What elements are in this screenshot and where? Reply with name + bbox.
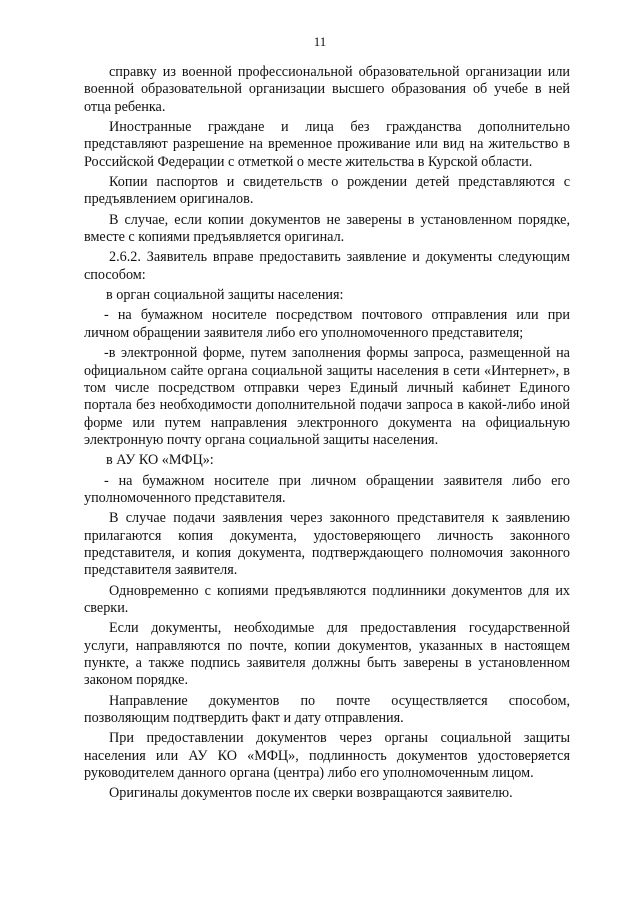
- paragraph-military-certificate: справку из военной профессиональной образовательной организации или военной образовательной организации высшего образования об учебе в ней отца ребенка.: [84, 64, 570, 115]
- paragraph-authenticity: При предоставлении документов через органы социальной защиты населения или АУ КО «МФЦ», подлинность документов удостоверяется руководителем данного органа (центра) либо его уполномоченным лицом.: [84, 730, 570, 782]
- paragraph-unverified-copies: В случае, если копии документов не заверены в установленном порядке, вместе с копиями предъявляется оригинал.: [84, 211, 570, 246]
- paragraph-legal-representative: В случае подачи заявления через законного представителя к заявлению прилагаются копия документа, удостоверяющего личность законного представителя, и копия документа, подтверждающего полномочия законного представителя заявителя.: [84, 510, 570, 579]
- paragraph-foreign-citizens: Иностранные граждане и лица без гражданства дополнительно представляют разрешение на временное проживание или вид на жительство в Российской Федерации с отметкой о месте жительства в Курской области.: [84, 119, 570, 170]
- paragraph-postal-documents: Если документы, необходимые для предоставления государственной услуги, направляются по почте, копии документов, указанных в настоящем пункте, а также подпись заявителя должны быть заверены в установленном законом порядке.: [84, 620, 570, 689]
- list-item-mfc-paper-submission: - на бумажном носителе при личном обращении заявителя либо его уполномоченного представителя.: [84, 472, 570, 506]
- paragraph-section-2-6-2: 2.6.2. Заявитель вправе предоставить заявление и документы следующим способом:: [84, 249, 570, 283]
- paragraph-social-protection-body: в орган социальной защиты населения:: [106, 287, 344, 304]
- paragraph-originals-returned: Оригиналы документов после их сверки возвращаются заявителю.: [109, 785, 513, 802]
- paragraph-originals-presented: Одновременно с копиями предъявляются подлинники документов для их сверки.: [84, 582, 570, 616]
- paragraph-passport-copies: Копии паспортов и свидетельств о рождении детей представляются с предъявлением оригиналов.: [84, 174, 570, 208]
- document-body: [84, 64, 570, 806]
- page-number: 11: [313, 34, 327, 49]
- paragraph-postal-method: Направление документов по почте осуществляется способом, позволяющим подтвердить факт и дату отправления.: [84, 692, 570, 727]
- list-item-electronic-submission: -в электронной форме, путем заполнения формы запроса, размещенной на официальном сайте органа социальной защиты населения в сети «Интернет», в том числе посредством отправки через Единый личный кабинет Единого портала без необходимости дополнительной подачи запроса в какой-либо иной форме или путем направления электронного документа на официальную электронную почту органа социальной защиты населения.: [84, 345, 570, 448]
- list-item-paper-submission: - на бумажном носителе посредством почтового отправления или при личном обращении заявителя либо его уполномоченного представителя;: [84, 307, 570, 341]
- paragraph-mfc: в АУ КО «МФЦ»:: [106, 452, 214, 469]
